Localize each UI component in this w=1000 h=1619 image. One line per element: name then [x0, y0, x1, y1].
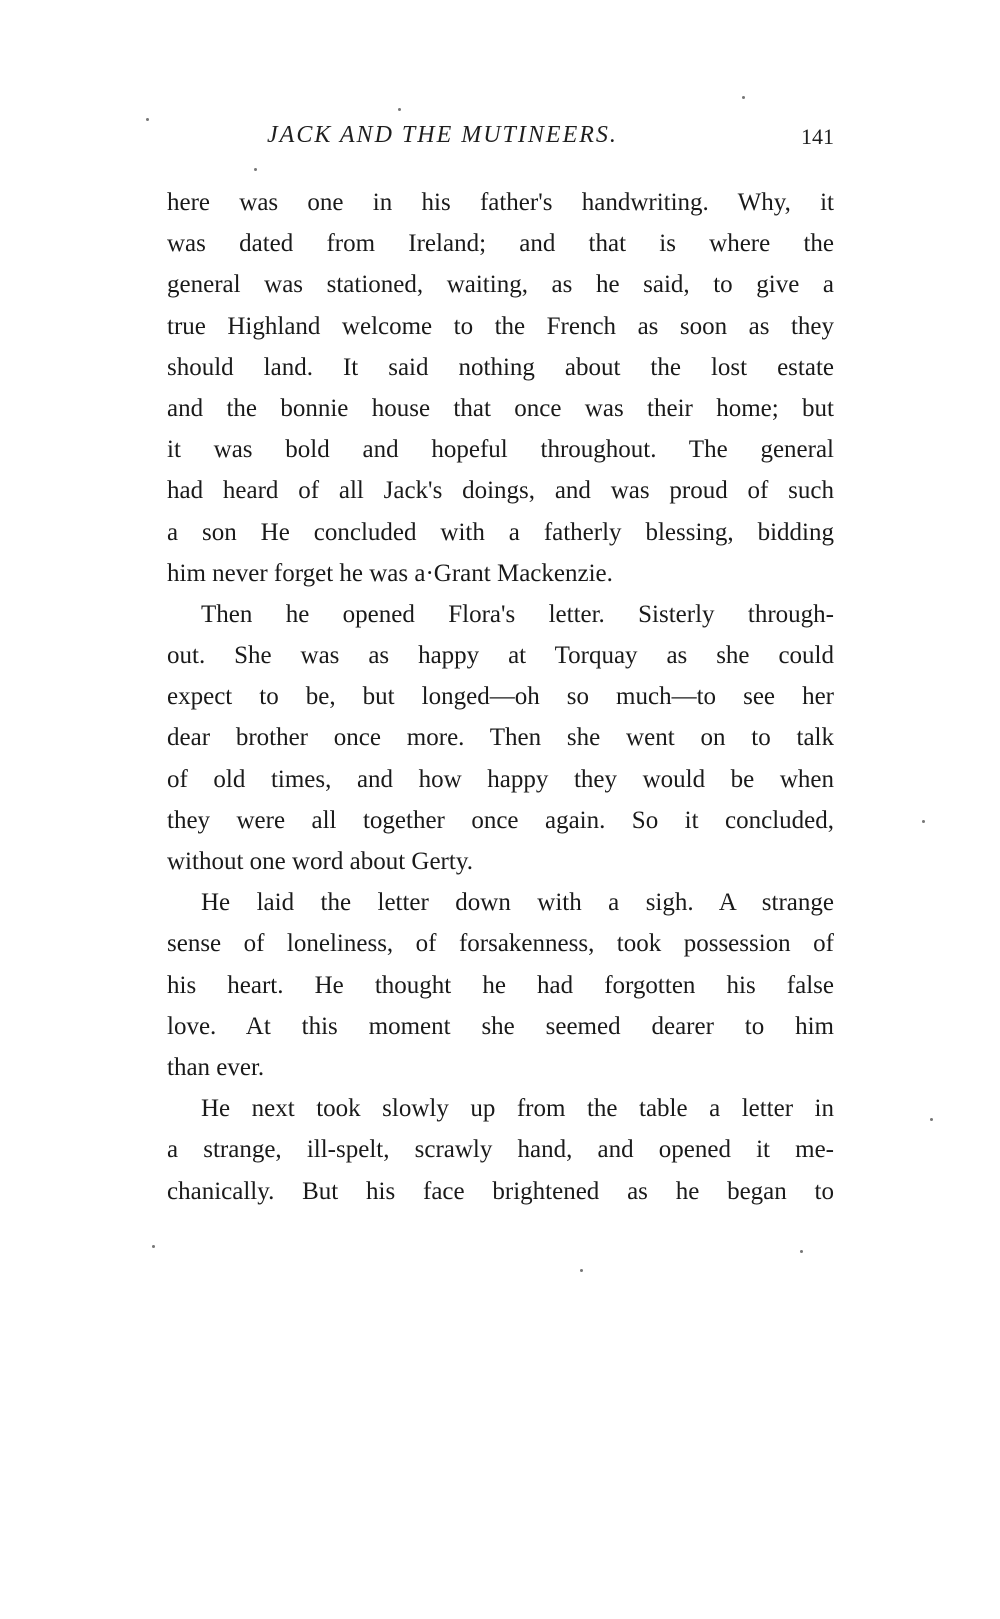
text-line: true Highland welcome to the French as soon as they — [167, 312, 834, 340]
scan-speck — [580, 1269, 583, 1272]
running-title: JACK AND THE MUTINEERS. — [267, 122, 618, 148]
scan-speck — [398, 108, 401, 111]
text-line: without one word about Gerty. — [167, 848, 473, 875]
text-line: had heard of all Jack's doings, and was proud of such — [167, 477, 834, 505]
paragraph — [167, 182, 834, 594]
body-text — [167, 182, 834, 1212]
text-line: a strange, ill-spelt, scrawly hand, and opened it me- — [167, 1136, 834, 1164]
text-line: sense of loneliness, of forsakenness, took possession of — [167, 930, 834, 958]
text-line: general was stationed, waiting, as he said, to give a — [167, 271, 834, 299]
text-line: out. She was as happy at Torquay as she could — [167, 642, 834, 670]
scan-speck — [930, 1118, 933, 1121]
text-line: expect to be, but longed—oh so much—to see her — [167, 683, 834, 711]
text-line: of old times, and how happy they would be when — [167, 765, 834, 793]
text-line: him never forget he was a·Grant Mackenzie. — [167, 559, 613, 587]
text-line: should land. It said nothing about the lost estate — [167, 353, 834, 381]
text-line: his heart. He thought he had forgotten his false — [167, 971, 834, 999]
paragraph — [167, 594, 834, 882]
text-line: He laid the letter down with a sigh. A strange — [201, 889, 834, 917]
text-line: He next took slowly up from the table a letter in — [201, 1095, 834, 1123]
text-line: dear brother once more. Then she went on to talk — [167, 724, 834, 752]
scan-speck — [800, 1250, 803, 1253]
text-line: Then he opened Flora's letter. Sisterly through- — [201, 600, 834, 628]
paragraph — [167, 1088, 834, 1212]
paragraph — [167, 882, 834, 1088]
scan-speck — [254, 168, 257, 171]
text-line: was dated from Ireland; and that is where the — [167, 230, 834, 258]
scan-speck — [742, 96, 745, 99]
text-line: than ever. — [167, 1053, 265, 1081]
text-line: they were all together once again. So it concluded, — [167, 806, 834, 834]
scan-speck — [152, 1245, 155, 1248]
text-line: chanically. But his face brightened as he began to — [167, 1177, 834, 1205]
text-line: love. At this moment she seemed dearer to him — [167, 1012, 834, 1040]
scan-speck — [146, 118, 149, 121]
page-number: 141 — [801, 124, 834, 149]
text-line: here was one in his father's handwriting. Why, it — [167, 189, 834, 216]
text-line: it was bold and hopeful throughout. The general — [167, 436, 834, 464]
scan-speck — [922, 820, 925, 823]
text-line: a son He concluded with a fatherly blessing, bidding — [167, 518, 834, 546]
text-line: and the bonnie house that once was their home; but — [167, 394, 834, 422]
running-header — [167, 122, 834, 156]
